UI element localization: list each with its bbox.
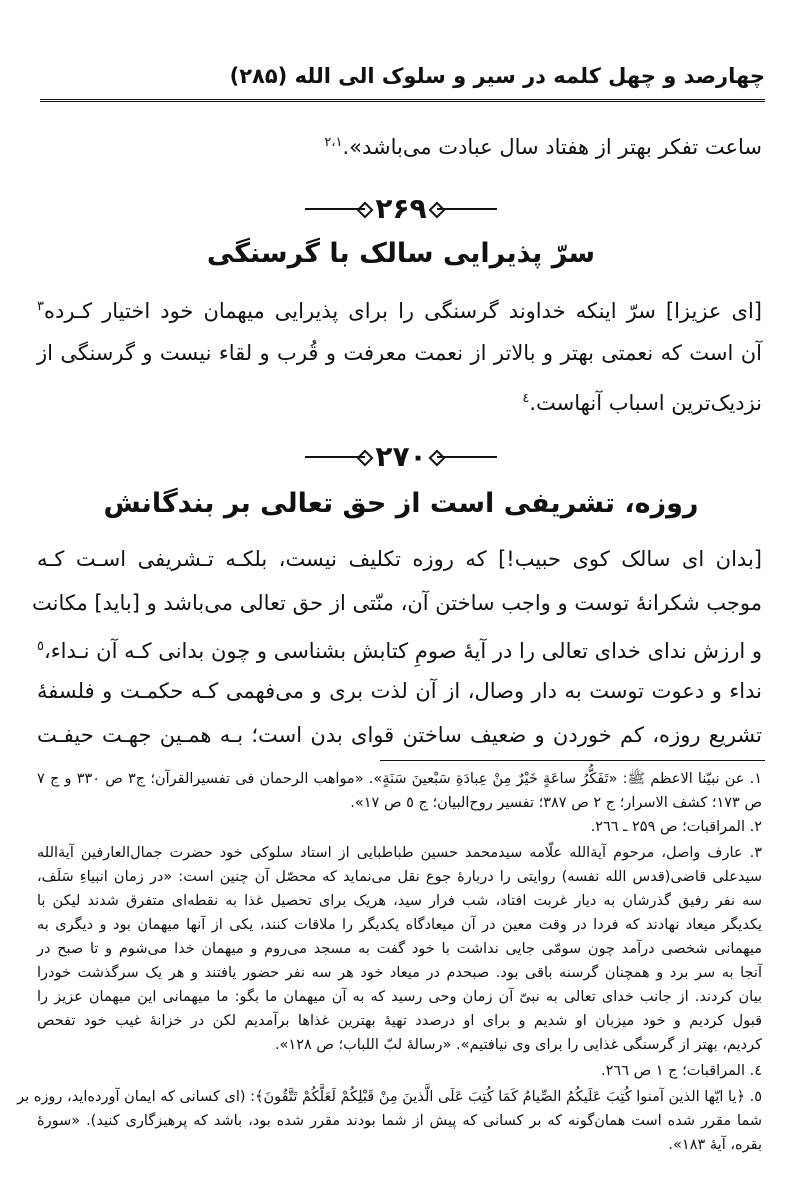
- running-title: [230, 64, 765, 88]
- line-text: آن است که نعمتی بهتر و بالاتر از نعمت معرفت و قُرب و لقاء نیست و گرسنگی از: [37, 341, 762, 365]
- footnote-line: ٤. المراقبات؛ ج ۱ ص ۲٦٦.: [601, 1063, 762, 1079]
- line-text: موجب شکرانهٔ توست و واجب ساختن آن، منّتی از حق تعالی می‌باشد و [باید] مکانت: [32, 591, 762, 615]
- section-title: سرّ پذیرایی سالک با گرسنگی: [206, 238, 596, 269]
- section-divider-269: [0, 192, 802, 225]
- footnote-ref: ۳: [37, 299, 44, 314]
- footnote-line: یکدیگر میعاد نهادند که فردا در وقت معین در آن میعادگاه یکدیگر را ملاقات کنند، یکی از آنها میهمان بود و دیگری به: [37, 917, 762, 933]
- section-number: ۲۷۰: [375, 440, 427, 473]
- footnote-ref: ٤: [522, 391, 530, 406]
- footnote-line: ٥. ﴿یا ایّها الذین آمنوا کُتِبَ عَلَیکُمُ الصِّیامُ کَمَا کُتِبَ عَلَی الَّذینَ مِنْ قَبْلِکُمْ لَعَلَّکُمْ تَتَّقُونَ﴾: (ای کسانی که ایمان آورده‌اید، روزه بر: [17, 1089, 762, 1105]
- intro-line: [37, 128, 762, 162]
- line-text: تشریع روزه، کم خوردن و ضعیف ساختن قوای بدن است؛ بـه همـین جهـت حیفـت: [37, 723, 762, 747]
- footnote-line: میهمانی شخصی درآمد چون سومّی جایی نداشت با خود گفت به مسجد می‌روم و میهمان خدا می‌شوم و تا صبح در: [37, 941, 762, 957]
- footnote-line: بقره، آیهٔ ۱۸۳».: [668, 1137, 762, 1153]
- footnote-line: شما مقرر شده است همان‌گونه که بر کسانی که پیش از شما بودند مقرر شده بود، باشد که پرهیزگاری کنید). «سورهٔ: [37, 1113, 762, 1129]
- footnote-ref: ٥: [37, 639, 44, 654]
- page-header: [40, 52, 765, 102]
- page-number: (۲۸۵): [229, 63, 288, 88]
- ornament-right-icon: [437, 456, 497, 458]
- running-title-text: چهارصد و چهل کلمه در سیر و سلوک الی الله: [294, 63, 765, 88]
- paragraph-line: [37, 720, 762, 750]
- line-text: نداء و دعوت توست به دار وصال، از آن لذت بری و می‌فهمی کـه حکمـت و فلسفهٔ: [37, 679, 762, 703]
- line-text: [بدان ای سالک کوی حبیب!] که روزه تکلیف نیست، بلکـه تـشریفی اسـت کـه: [37, 547, 762, 571]
- line-text: [ای عزیزا] سرّ اینکه خداوند گرسنگی را برای پذیرایی میهمان خود اختیار کـرده: [43, 299, 762, 323]
- footnote-line: ۲. المراقبات؛ ص ۲۵۹ ـ ۲٦٦.: [590, 819, 762, 835]
- intro-footnote-ref: ۲،۱: [324, 135, 343, 150]
- footnote-line: ۱. عن نبیّنا الاعظم ﷺ: «تَفَکُّرُ ساعَةٍ خَیْرٌ مِنْ عِبادَةِ سَبْعینَ سَنَةٍ». «مواهب الرحمان فی تفسیرالقرآن؛ ج۳ ص ۳۳۰ و ج ۷: [37, 771, 762, 787]
- footnote-line: ۳. عارف واصل، مرحوم آیةالله علّامه سیدمحمد حسین طباطبایی از استاد سلوکی خود حضرت جمال‌العارفین آیةالله: [37, 845, 762, 861]
- footnote-line: آنجا به سر برد و همچنان گرسنه باقی بود. صبحدم در میعاد خود هر سه نفر حضور یافتند و هر یک سرگذشت خودرا: [37, 965, 762, 981]
- line-text: نزدیک‌ترین اسباب آنهاست.: [529, 391, 762, 415]
- paragraph-line: [32, 588, 762, 618]
- footnote-line: ص ۱۷۳؛ کشف الاسرار؛ ج ۲ ص ۳۸۷؛ تفسیر روح‌البیان؛ ج ٥ ص ۱۷».: [350, 795, 762, 811]
- footnote-line: بیان کردند. از جانب خدای تعالی به نبیّ آن زمان وحی رسید که به آن میهمان ما بگو: ما میهمانی این میهمان عزیز را: [37, 989, 762, 1005]
- footnote-separator: [380, 760, 765, 761]
- section-divider-270: [0, 440, 802, 473]
- paragraph-line: [37, 676, 762, 706]
- ornament-right-icon: [437, 208, 497, 210]
- paragraph-line: [37, 632, 762, 666]
- paragraph-line: [37, 292, 762, 326]
- footnote-line: قبول کردیم و خود میزبان او شدیم و برای او درصدد تهیهٔ بهترین غذاها برآمدیم لکن در خزانهٔ غیب خود تفحص: [37, 1013, 762, 1029]
- ornament-left-icon: [305, 208, 365, 210]
- section-title: روزه، تشریفی است از حق تعالی بر بندگانش: [103, 488, 699, 519]
- section-number: ۲۶۹: [375, 192, 427, 225]
- footnote-line: کردیم، بهتر از گرسنگی غذایی را برای وی نیافتیم». «رسالهٔ لبّ اللباب؛ ص ۱۲۸».: [274, 1037, 762, 1053]
- paragraph-line: [37, 338, 762, 368]
- paragraph-line: [37, 384, 762, 418]
- paragraph-line: [37, 544, 762, 574]
- footnote-line: سیدعلی قاضی(قدس الله نفسه) روایتی را دربارهٔ جوع نقل می‌نماید که محصّل آن چنین است: «در زمان انبیاءِ سَلَف،: [37, 869, 762, 885]
- footnote-line: سه نفر رفیق گذرشان به دیار غربت افتاد، شب فرار سید، هریک برای تحصیل غذا به نقطه‌ای متفرق شدند لیکن با: [37, 893, 762, 909]
- ornament-left-icon: [305, 456, 365, 458]
- intro-text: ساعت تفکر بهتر از هفتاد سال عبادت می‌باشد».: [342, 135, 762, 159]
- line-text: و ارزش ندای خدای تعالی را در آیهٔ صومِ کتابش بشناسی و چون بدانی کـه آن نـداء،: [43, 639, 762, 663]
